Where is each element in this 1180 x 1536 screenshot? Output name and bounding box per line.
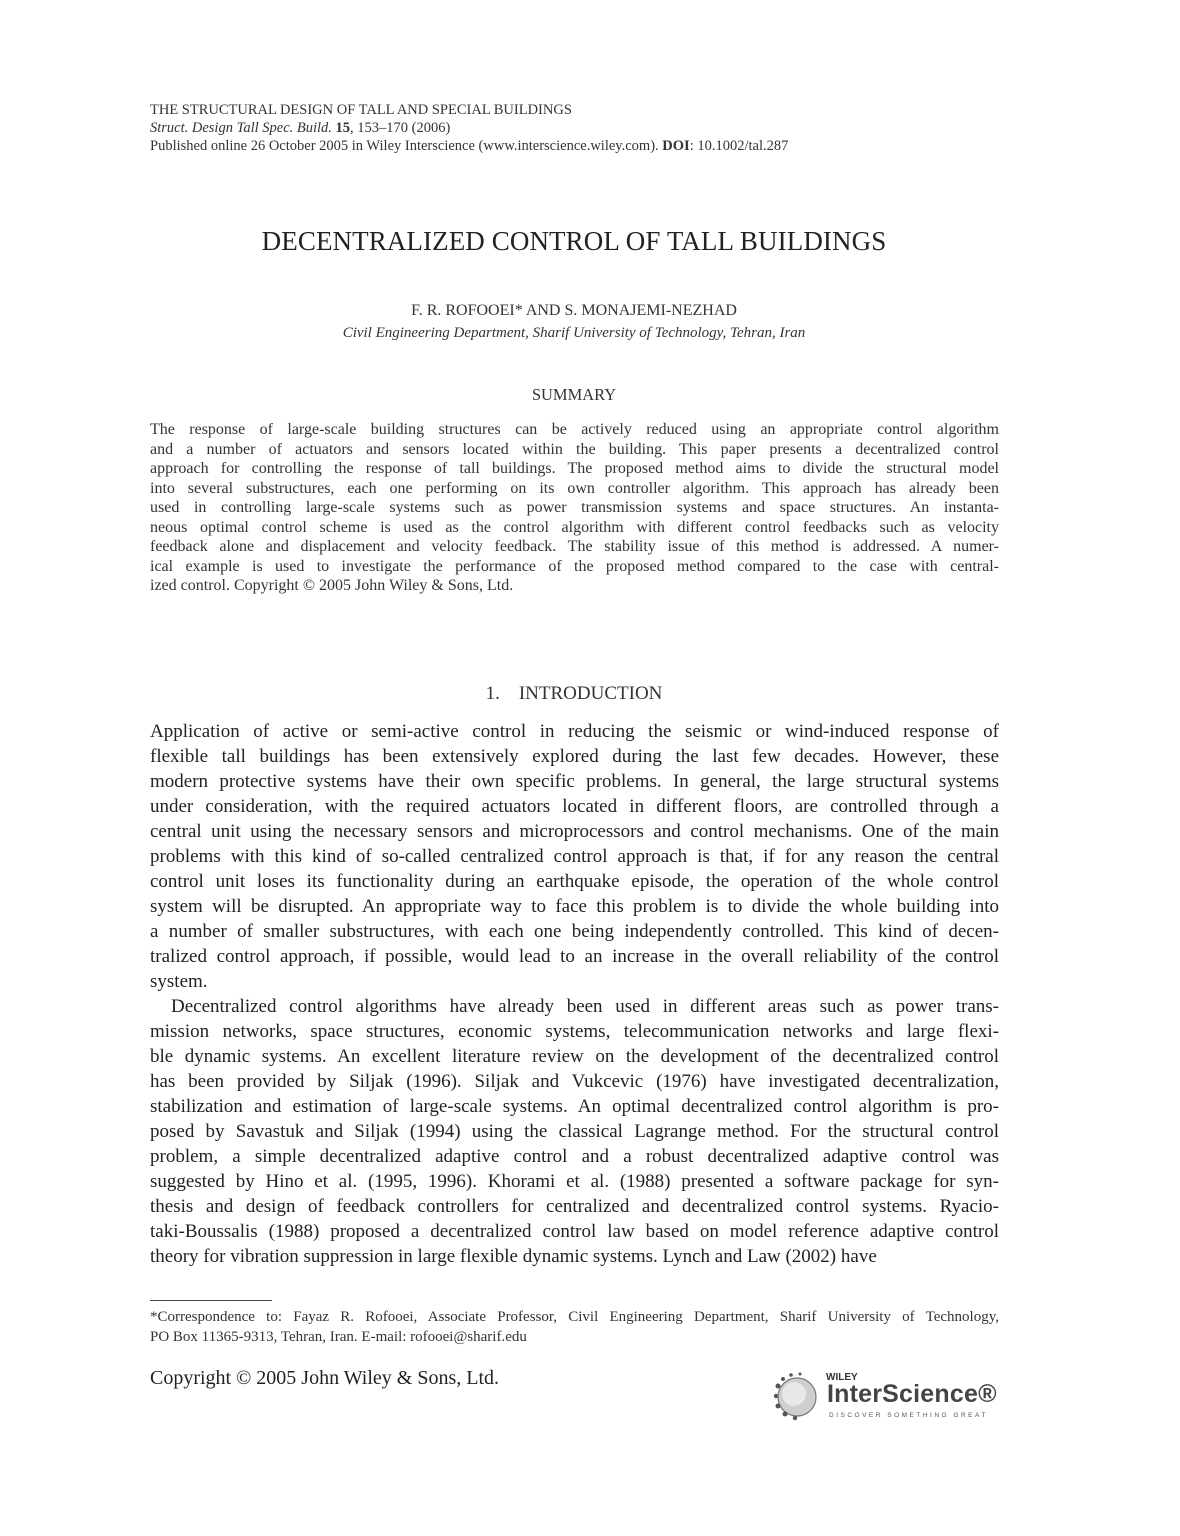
citation-pages: , 153–170 (2006) xyxy=(350,120,451,136)
wiley-wordmark: WILEY xyxy=(826,1372,858,1383)
affiliation: Civil Engineering Department, Sharif University of Technology, Tehran, Iran xyxy=(342,325,806,341)
paper-title: DECENTRALIZED CONTROL OF TALL BUILDINGS xyxy=(261,226,887,256)
introduction-heading: 1. INTRODUCTION xyxy=(485,683,663,704)
text-line: stabilization and estimation of large-scale systems. An optimal decentralized control algorithm is pro- xyxy=(150,1096,999,1117)
footnote-line-1: *Correspondence to: Fayaz R. Rofooei, Associate Professor, Civil Engineering Department, Sharif University of Technology, xyxy=(150,1309,999,1325)
text-line: problems with this kind of so-called centralized control approach is that, if for any reason the central xyxy=(150,846,999,867)
text-line: suggested by Hino et al. (1995, 1996). Khorami et al. (1988) presented a software package for syn- xyxy=(150,1171,999,1192)
footnote-line-2: PO Box 11365-9313, Tehran, Iran. E-mail: rofooei@sharif.edu xyxy=(150,1328,527,1345)
text-line: and a number of actuators and sensors located within the building. This paper presents a decentralized control xyxy=(150,440,999,458)
abstract xyxy=(150,420,999,596)
wiley-interscience-logo xyxy=(772,1370,1000,1422)
text-line: control unit loses its functionality during an earthquake episode, the operation of the whole control xyxy=(150,871,999,892)
text-line: ized control. Copyright © 2005 John Wiley & Sons, Ltd. xyxy=(150,577,514,594)
footnote-rule xyxy=(150,1300,272,1301)
doi-label: DOI xyxy=(662,138,690,154)
text-line: into several substructures, each one performing on its own controller algorithm. This approach has already been xyxy=(150,479,999,497)
journal-name: THE STRUCTURAL DESIGN OF TALL AND SPECIAL BUILDINGS xyxy=(150,102,572,118)
text-line: under consideration, with the required actuators located in different floors, are controlled through a xyxy=(150,796,999,817)
citation-journal: Struct. Design Tall Spec. Build. xyxy=(150,120,332,136)
text-line: thesis and design of feedback controllers for centralized and decentralized control systems. Ryacio- xyxy=(150,1196,999,1217)
paragraph-2 xyxy=(150,994,999,1269)
text-line: neous optimal control scheme is used as the control algorithm with different control feedbacks such as velocity xyxy=(150,518,999,536)
text-line: tralized control approach, if possible, would lead to an increase in the overall reliability of the control xyxy=(150,946,999,967)
text-line: taki-Boussalis (1988) proposed a decentralized control law based on model reference adaptive control xyxy=(150,1221,999,1242)
text-line: system. xyxy=(150,971,208,992)
doi-value: : 10.1002/tal.287 xyxy=(689,138,789,154)
globe-icon xyxy=(772,1372,822,1422)
paragraph-1 xyxy=(150,719,999,994)
copyright-notice: Copyright © 2005 John Wiley & Sons, Ltd. xyxy=(150,1367,500,1389)
text-line: flexible tall buildings has been extensively explored during the last few decades. However, these xyxy=(150,746,999,767)
text-line: feedback alone and displacement and velocity feedback. The stability issue of this method is addressed. A numer- xyxy=(150,538,999,555)
text-line: mission networks, space structures, economic systems, telecommunication networks and large flexi- xyxy=(150,1021,999,1042)
introduction-body xyxy=(150,719,999,1269)
text-line: approach for controlling the response of tall buildings. The proposed method aims to divide the structural model xyxy=(150,460,999,477)
journal-header xyxy=(150,101,1030,155)
publication-info xyxy=(150,137,1030,155)
authors: F. R. ROFOOEI* AND S. MONAJEMI-NEZHAD xyxy=(411,302,737,319)
citation-volume: 15 xyxy=(335,120,351,136)
text-line: central unit using the necessary sensors and microprocessors and control mechanisms. One of the main xyxy=(150,821,999,842)
logo-tagline: DISCOVER SOMETHING GREAT xyxy=(829,1412,988,1419)
text-line: ical example is used to investigate the performance of the proposed method compared to the case with central- xyxy=(150,557,999,575)
text-line: Decentralized control algorithms have already been used in different areas such as power trans- xyxy=(171,996,999,1017)
text-line: ble dynamic systems. An excellent literature review on the development of the decentralized control xyxy=(150,1046,999,1067)
text-line: modern protective systems have their own specific problems. In general, the large structural systems xyxy=(150,771,999,792)
text-line: problem, a simple decentralized adaptive control and a robust decentralized adaptive control was xyxy=(150,1146,999,1167)
interscience-wordmark: InterScience® xyxy=(827,1380,997,1408)
text-line: a number of smaller substructures, with each one being independently controlled. This kind of decen- xyxy=(150,921,999,942)
text-line: used in controlling large-scale systems such as power transmission systems and space structures. An instanta- xyxy=(150,499,999,516)
footnote xyxy=(150,1308,999,1347)
text-line: posed by Savastuk and Siljak (1994) using the classical Lagrange method. For the structural control xyxy=(150,1121,999,1142)
text-line: theory for vibration suppression in large flexible dynamic systems. Lynch and Law (2002) have xyxy=(150,1246,877,1267)
citation xyxy=(150,119,1030,137)
published-online: Published online 26 October 2005 in Wiley Interscience (www.interscience.wiley.com). xyxy=(150,138,663,154)
text-line: has been provided by Siljak (1996). Siljak and Vukcevic (1976) have investigated decentralization, xyxy=(150,1071,999,1092)
text-line: The response of large-scale building structures can be actively reduced using an appropriate control algorithm xyxy=(150,421,999,438)
summary-heading: SUMMARY xyxy=(531,385,617,404)
text-line: Application of active or semi-active control in reducing the seismic or wind-induced response of xyxy=(150,721,999,742)
text-line: system will be disrupted. An appropriate way to face this problem is to divide the whole building into xyxy=(150,896,999,917)
